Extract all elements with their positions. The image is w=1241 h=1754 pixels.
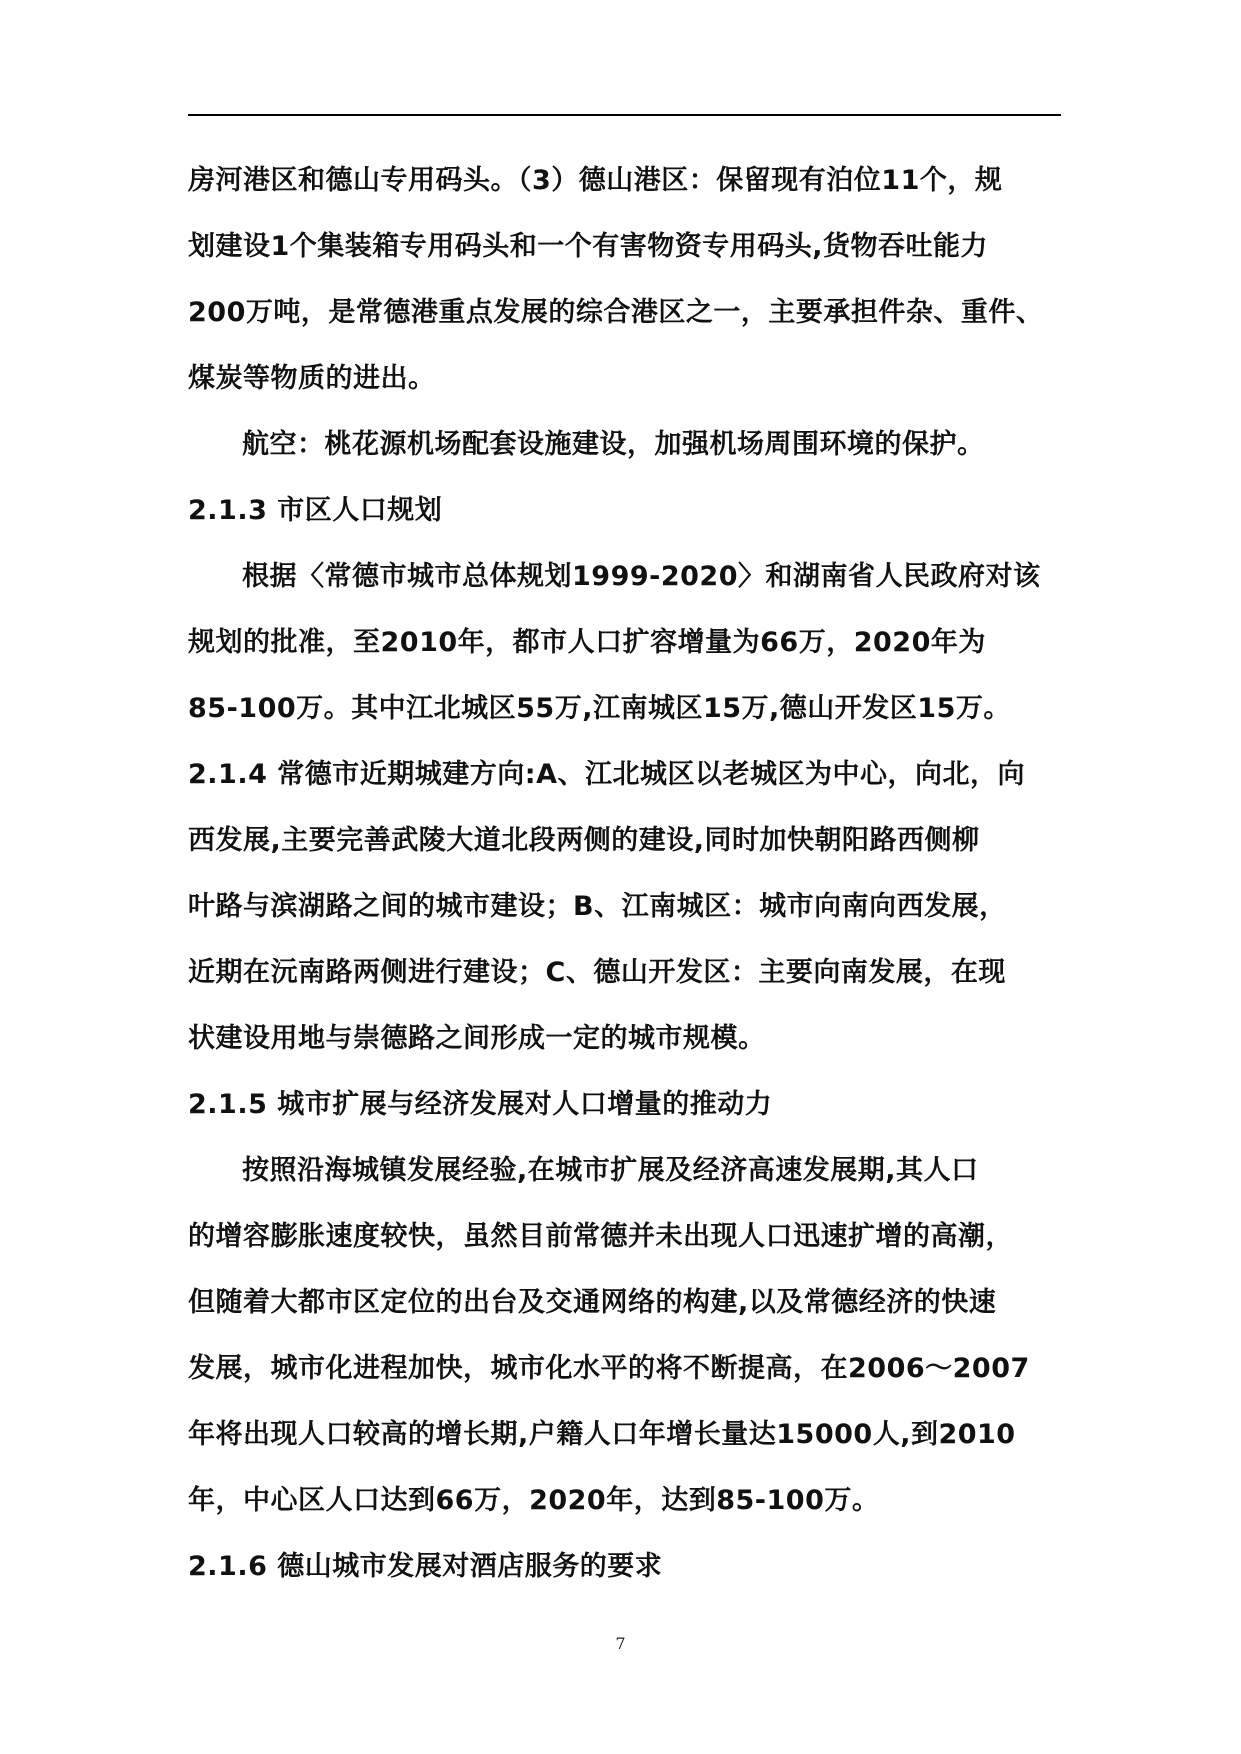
body-line: 状建设用地与崇德路之间形成一定的城市规模。 xyxy=(188,1023,766,1054)
section-heading-2-1-5: 2.1.5 城市扩展与经济发展对人口增量的推动力 xyxy=(188,1089,773,1120)
body-line: 西发展,主要完善武陵大道北段两侧的建设,同时加快朝阳路西侧柳 xyxy=(188,825,980,856)
body-line: 规划的批准，至2010年，都市人口扩容增量为66万，2020年为 xyxy=(188,627,986,658)
body-line: 叶路与滨湖路之间的城市建设；B、江南城区：城市向南向西发展， xyxy=(188,891,1007,922)
body-line: 的增容膨胀速度较快，虽然目前常德并未出现人口迅速扩增的高潮， xyxy=(188,1221,1013,1252)
body-line: 房河港区和德山专用码头。（3）德山港区：保留现有泊位11个，规 xyxy=(188,165,1003,196)
body-line: 发展，城市化进程加快，城市化水平的将不断提高，在2006～2007 xyxy=(188,1353,1030,1384)
body-line: 200万吨，是常德港重点发展的综合港区之一，主要承担件杂、重件、 xyxy=(188,297,1044,328)
body-line: 划建设1个集装箱专用码头和一个有害物资专用码头,货物吞吐能力 xyxy=(188,231,989,262)
paragraph-aviation: 航空：桃花源机场配套设施建设，加强机场周围环境的保护。 xyxy=(242,429,985,460)
section-heading-2-1-6: 2.1.6 德山城市发展对酒店服务的要求 xyxy=(188,1551,663,1582)
body-line: 年将出现人口较高的增长期,户籍人口年增长量达15000人,到2010 xyxy=(188,1419,1016,1450)
body-line: 煤炭等物质的进出。 xyxy=(188,363,436,394)
document-body xyxy=(188,159,1068,1611)
section-heading-2-1-4: 2.1.4 常德市近期城建方向:A、江北城区以老城区为中心，向北，向 xyxy=(188,759,1025,790)
body-line: 根据〈常德市城市总体规划1999-2020〉和湖南省人民政府对该 xyxy=(242,561,1041,592)
page-number: 7 xyxy=(615,1634,626,1653)
body-line: 近期在沅南路两侧进行建设；C、德山开发区：主要向南发展，在现 xyxy=(188,957,1006,988)
header-rule xyxy=(188,114,1061,116)
body-line: 85-100万。其中江北城区55万,江南城区15万,德山开发区15万。 xyxy=(188,693,1011,724)
body-line: 年，中心区人口达到66万，2020年，达到85-100万。 xyxy=(188,1485,880,1516)
section-heading-2-1-3: 2.1.3 市区人口规划 xyxy=(188,495,443,526)
body-line: 按照沿海城镇发展经验,在城市扩展及经济高速发展期,其人口 xyxy=(242,1155,979,1186)
body-line: 但随着大都市区定位的出台及交通网络的构建,以及常德经济的快速 xyxy=(188,1287,997,1318)
